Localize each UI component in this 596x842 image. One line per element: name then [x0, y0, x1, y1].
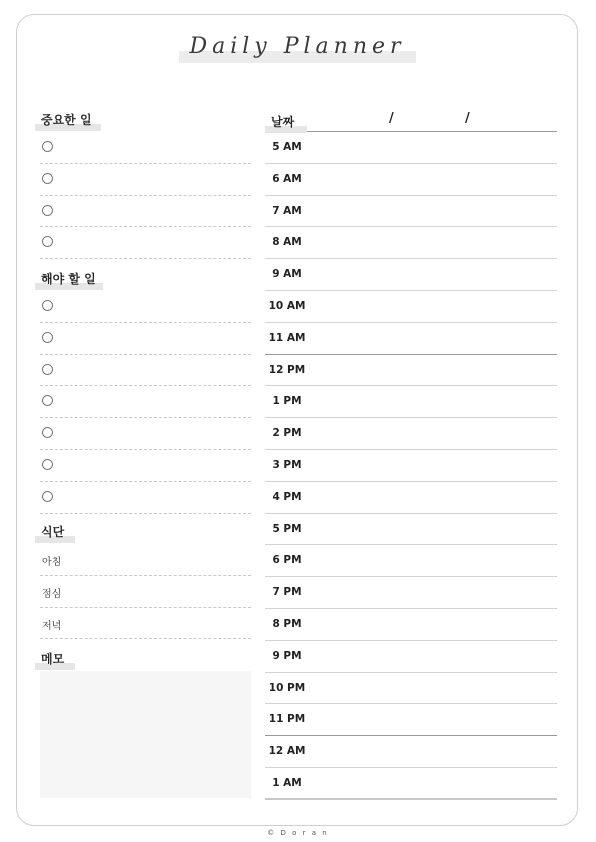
time-slot-row[interactable]: [265, 545, 557, 577]
time-label: 6 AM: [272, 172, 302, 185]
todo-item-row[interactable]: [40, 482, 251, 514]
meal-row[interactable]: [40, 576, 251, 608]
time-slot-row[interactable]: [265, 132, 557, 164]
checkbox-circle-icon[interactable]: [42, 300, 53, 311]
section-memo-heading: 메모: [41, 650, 64, 667]
time-slot-row[interactable]: [265, 482, 557, 514]
time-label: 1 PM: [272, 395, 302, 408]
time-slot-row[interactable]: [265, 227, 557, 259]
time-slot-row[interactable]: [265, 386, 557, 418]
meal-label: 아침: [42, 557, 62, 568]
meal-row[interactable]: [40, 544, 251, 576]
time-slot-row[interactable]: [265, 291, 557, 323]
todo-item-row[interactable]: [40, 386, 251, 418]
meal-label: 저녁: [42, 620, 62, 632]
time-slot-row[interactable]: [265, 673, 557, 705]
section-important-heading: 중요한 일: [41, 111, 92, 128]
time-label: 12 AM: [268, 745, 306, 758]
time-label: 11 AM: [268, 331, 306, 344]
page-title: Daily Planner: [189, 34, 406, 59]
time-slot-row[interactable]: [265, 768, 557, 800]
section-todo-heading: 해야 할 일: [41, 270, 96, 287]
checkbox-circle-icon[interactable]: [42, 236, 53, 247]
time-label: 10 PM: [268, 681, 306, 694]
important-item-row[interactable]: [40, 196, 251, 228]
time-slot-row[interactable]: [265, 577, 557, 609]
important-item-row[interactable]: [40, 132, 251, 164]
time-label: 2 PM: [272, 427, 302, 440]
checkbox-circle-icon[interactable]: [42, 427, 53, 438]
date-separator: /: [389, 111, 394, 126]
time-slot-row[interactable]: [265, 514, 557, 546]
time-label: 8 PM: [272, 618, 302, 630]
time-label: 7 PM: [272, 586, 302, 599]
date-separator: /: [465, 111, 470, 126]
section-meals-heading: 식단: [41, 523, 64, 540]
todo-item-row[interactable]: [40, 355, 251, 387]
todo-item-row[interactable]: [40, 450, 251, 482]
checkbox-circle-icon[interactable]: [42, 173, 53, 184]
time-label: 11 PM: [268, 713, 306, 726]
time-label: 3 PM: [272, 459, 302, 471]
checkbox-circle-icon[interactable]: [42, 332, 53, 343]
todo-item-row[interactable]: [40, 291, 251, 323]
checkbox-circle-icon[interactable]: [42, 364, 53, 375]
time-slot-row[interactable]: [265, 355, 557, 387]
time-slot-row[interactable]: [265, 609, 557, 641]
checkbox-circle-icon[interactable]: [42, 395, 53, 406]
time-slot-row[interactable]: [265, 704, 557, 736]
time-label: 12 PM: [268, 363, 306, 376]
memo-box[interactable]: [40, 671, 251, 798]
checkbox-circle-icon[interactable]: [42, 459, 53, 470]
time-slot-row[interactable]: [265, 164, 557, 196]
todo-item-row[interactable]: [40, 323, 251, 355]
time-label: 8 AM: [272, 236, 302, 249]
time-label: 6 PM: [272, 554, 302, 567]
time-slot-row[interactable]: [265, 418, 557, 450]
time-label: 1 AM: [272, 777, 302, 789]
time-label: 7 AM: [272, 204, 302, 217]
time-label: 5 PM: [272, 522, 302, 535]
important-item-row[interactable]: [40, 164, 251, 196]
time-label: 5 AM: [272, 141, 302, 153]
time-label: 4 PM: [272, 490, 302, 503]
checkbox-circle-icon[interactable]: [42, 205, 53, 216]
meal-label: 점심: [42, 588, 62, 600]
checkbox-circle-icon[interactable]: [42, 141, 53, 152]
time-slot-row[interactable]: [265, 736, 557, 768]
time-slot-row[interactable]: [265, 259, 557, 291]
time-slot-row[interactable]: [265, 450, 557, 482]
time-label: 9 AM: [272, 268, 302, 281]
date-label: 날짜: [271, 113, 294, 130]
time-label: 9 PM: [272, 649, 302, 662]
meal-row[interactable]: [40, 608, 251, 640]
footer-credit: © D o r a n: [267, 829, 329, 837]
time-slot-row[interactable]: [265, 641, 557, 673]
time-slot-row[interactable]: [265, 196, 557, 228]
important-item-row[interactable]: [40, 227, 251, 259]
date-header: [265, 108, 557, 132]
todo-item-row[interactable]: [40, 418, 251, 450]
time-label: 10 AM: [268, 300, 306, 312]
checkbox-circle-icon[interactable]: [42, 491, 53, 502]
time-slot-row[interactable]: [265, 323, 557, 355]
